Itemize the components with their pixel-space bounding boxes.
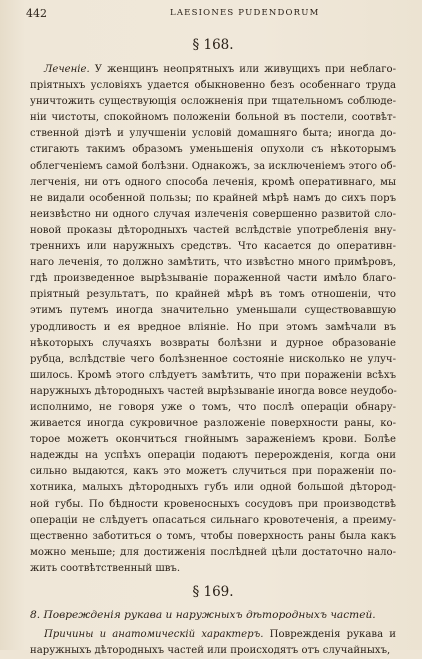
text-line — [30, 480, 396, 496]
text-line-content: этимъ путемъ иногда значительно уменьшали существовавшую — [30, 305, 396, 317]
text-line — [30, 159, 396, 175]
text-line-content: наружныхъ дѣтородныхъ частей или происходятъ отъ случайныхъ, — [30, 645, 391, 657]
text-line-content: ной губы. По бѣдности кровеносныхъ сосудовъ при производствѣ — [30, 498, 396, 510]
section-169-body — [30, 627, 396, 659]
section-168-body — [30, 62, 396, 577]
text-line — [30, 368, 396, 384]
text-line-content: щественно заботиться о томъ, чтобы поверхность раны была какъ — [30, 530, 396, 542]
text-line — [30, 207, 396, 223]
text-line-content: Поврежденія рукава и — [263, 629, 396, 640]
text-line — [30, 239, 396, 255]
text-line — [30, 513, 396, 529]
text-line-content: живается иногда сукровичное разложеніе поверхности раны, ко- — [30, 418, 396, 430]
text-line-content: легченія, ни отъ одного способа леченія, кромѣ оперативнаго, мы — [30, 176, 396, 188]
text-line — [30, 110, 396, 126]
section-169-heading: § 169. — [192, 584, 234, 600]
text-line — [30, 561, 396, 577]
text-line-content: шилось. Кромѣ этого слѣдуетъ замѣтить, что при пораженіи всѣхъ — [30, 369, 396, 381]
text-line — [30, 384, 396, 400]
text-line — [30, 78, 396, 94]
text-line — [30, 223, 396, 239]
text-line-content: У женщинъ неопрятныхъ или живущихъ при неблаго- — [89, 64, 396, 75]
text-line — [30, 62, 396, 78]
text-line — [30, 416, 396, 432]
section-168-heading: § 168. — [192, 37, 234, 53]
text-line-content: уродливость и ея вредное вліяніе. Но при этомъ замѣчали въ — [30, 321, 396, 333]
text-line — [30, 191, 396, 207]
text-line — [30, 400, 396, 416]
text-line — [30, 175, 396, 191]
text-line-content: ственной діэтѣ и улучшеніи условій домашняго быта; иногда до- — [30, 128, 396, 140]
running-title: LAESIONES PUDENDORUM — [170, 8, 320, 18]
text-line-content: сильно выдаются, какъ это можетъ случиться при пораженіи по- — [30, 466, 396, 478]
text-line-content: нѣкоторыхъ случаяхъ возвраты болѣзни и дурное образованіе — [30, 337, 396, 349]
text-line-content: рубца, вслѣдствіе чего болѣзненное состояніе нисколько не улуч- — [30, 353, 396, 365]
text-line-content: новой проказы дѣтородныхъ частей вслѣдствіе употребленія вну- — [30, 224, 396, 236]
text-line-content: исполнимо, не говоря уже о томъ, что послѣ операціи обнару- — [30, 401, 396, 413]
text-line — [30, 255, 396, 271]
text-line — [30, 142, 396, 158]
text-line — [30, 432, 396, 448]
text-line — [30, 126, 396, 142]
text-line-content: наружныхъ дѣтородныхъ частей вырѣзываніе иногда вовсе неудобо- — [30, 385, 397, 397]
page-number: 442 — [26, 7, 47, 20]
text-line-content: можно меньше; для достиженія послѣдней цѣли достаточно нало- — [30, 546, 396, 558]
text-line — [30, 320, 396, 336]
text-line — [30, 497, 396, 513]
text-line — [30, 287, 396, 303]
text-line — [30, 303, 396, 319]
text-line-content: хотника, малыхъ дѣтородныхъ губъ или одной большой дѣтород- — [30, 482, 396, 494]
section-169-subheading: 8. Поврежденія рукава и наружныхъ дѣтородныхъ частей. — [30, 609, 376, 621]
text-line — [30, 271, 396, 287]
text-line — [30, 464, 396, 480]
text-line-content: жить соотвѣтственный швъ. — [30, 562, 181, 574]
text-line-content: треннихъ или наружныхъ средствъ. Что касается до оперативн- — [30, 241, 396, 253]
text-line-content: уничтожить существующія осложненія при тщательномъ соблюде- — [30, 96, 396, 108]
text-line — [30, 529, 396, 545]
text-line — [30, 352, 396, 368]
text-line-content: не видали особенной пользы; по крайней мѣрѣ намъ до сихъ поръ — [30, 192, 396, 204]
text-line-content: пріятныхъ условіяхъ удается обыкновенно безъ особеннаго труда — [30, 80, 396, 92]
text-line — [30, 627, 396, 643]
running-head — [26, 0, 396, 24]
text-line-content: неизвѣстно ни одного случая излеченія совершенно развитой сло- — [30, 208, 396, 220]
text-line — [30, 448, 396, 464]
text-line-content: наго леченія, то должно замѣтить, что извѣстно много примѣровъ, — [30, 257, 396, 269]
text-line-content: пріятный результатъ, по крайней мѣрѣ въ томъ отношеніи, что — [30, 289, 396, 301]
text-line-content: облегченіемъ самой болѣзни. Однакожъ, за исключеніемъ этого об- — [30, 160, 396, 172]
text-line-content: надежды на успѣхъ операціи подаютъ перерожденія, когда они — [30, 450, 396, 462]
text-line — [30, 336, 396, 352]
text-line-content: ніи чистоты, спокойномъ положеніи больной въ постели, соотвѣт- — [30, 112, 396, 124]
text-line — [30, 545, 396, 561]
text-line-content: операціи не слѣдуетъ опасаться сильнаго кровотеченія, а преиму- — [30, 514, 396, 526]
text-line-content: стигають такимъ образомъ уменьшенія опухоли съ нѣкоторымъ — [30, 144, 396, 156]
text-line — [30, 643, 396, 659]
text-line — [30, 94, 396, 110]
text-line-content: гдѣ произведенное вырѣзываніе пораженной части имѣло благо- — [30, 273, 396, 285]
text-line-content: торое можетъ окончиться гнойнымъ зараженіемъ крови. Болѣе — [30, 434, 396, 446]
lead-label: Леченіе. — [44, 64, 90, 75]
lead-label: Причины и анатомическій характеръ. — [44, 629, 264, 640]
